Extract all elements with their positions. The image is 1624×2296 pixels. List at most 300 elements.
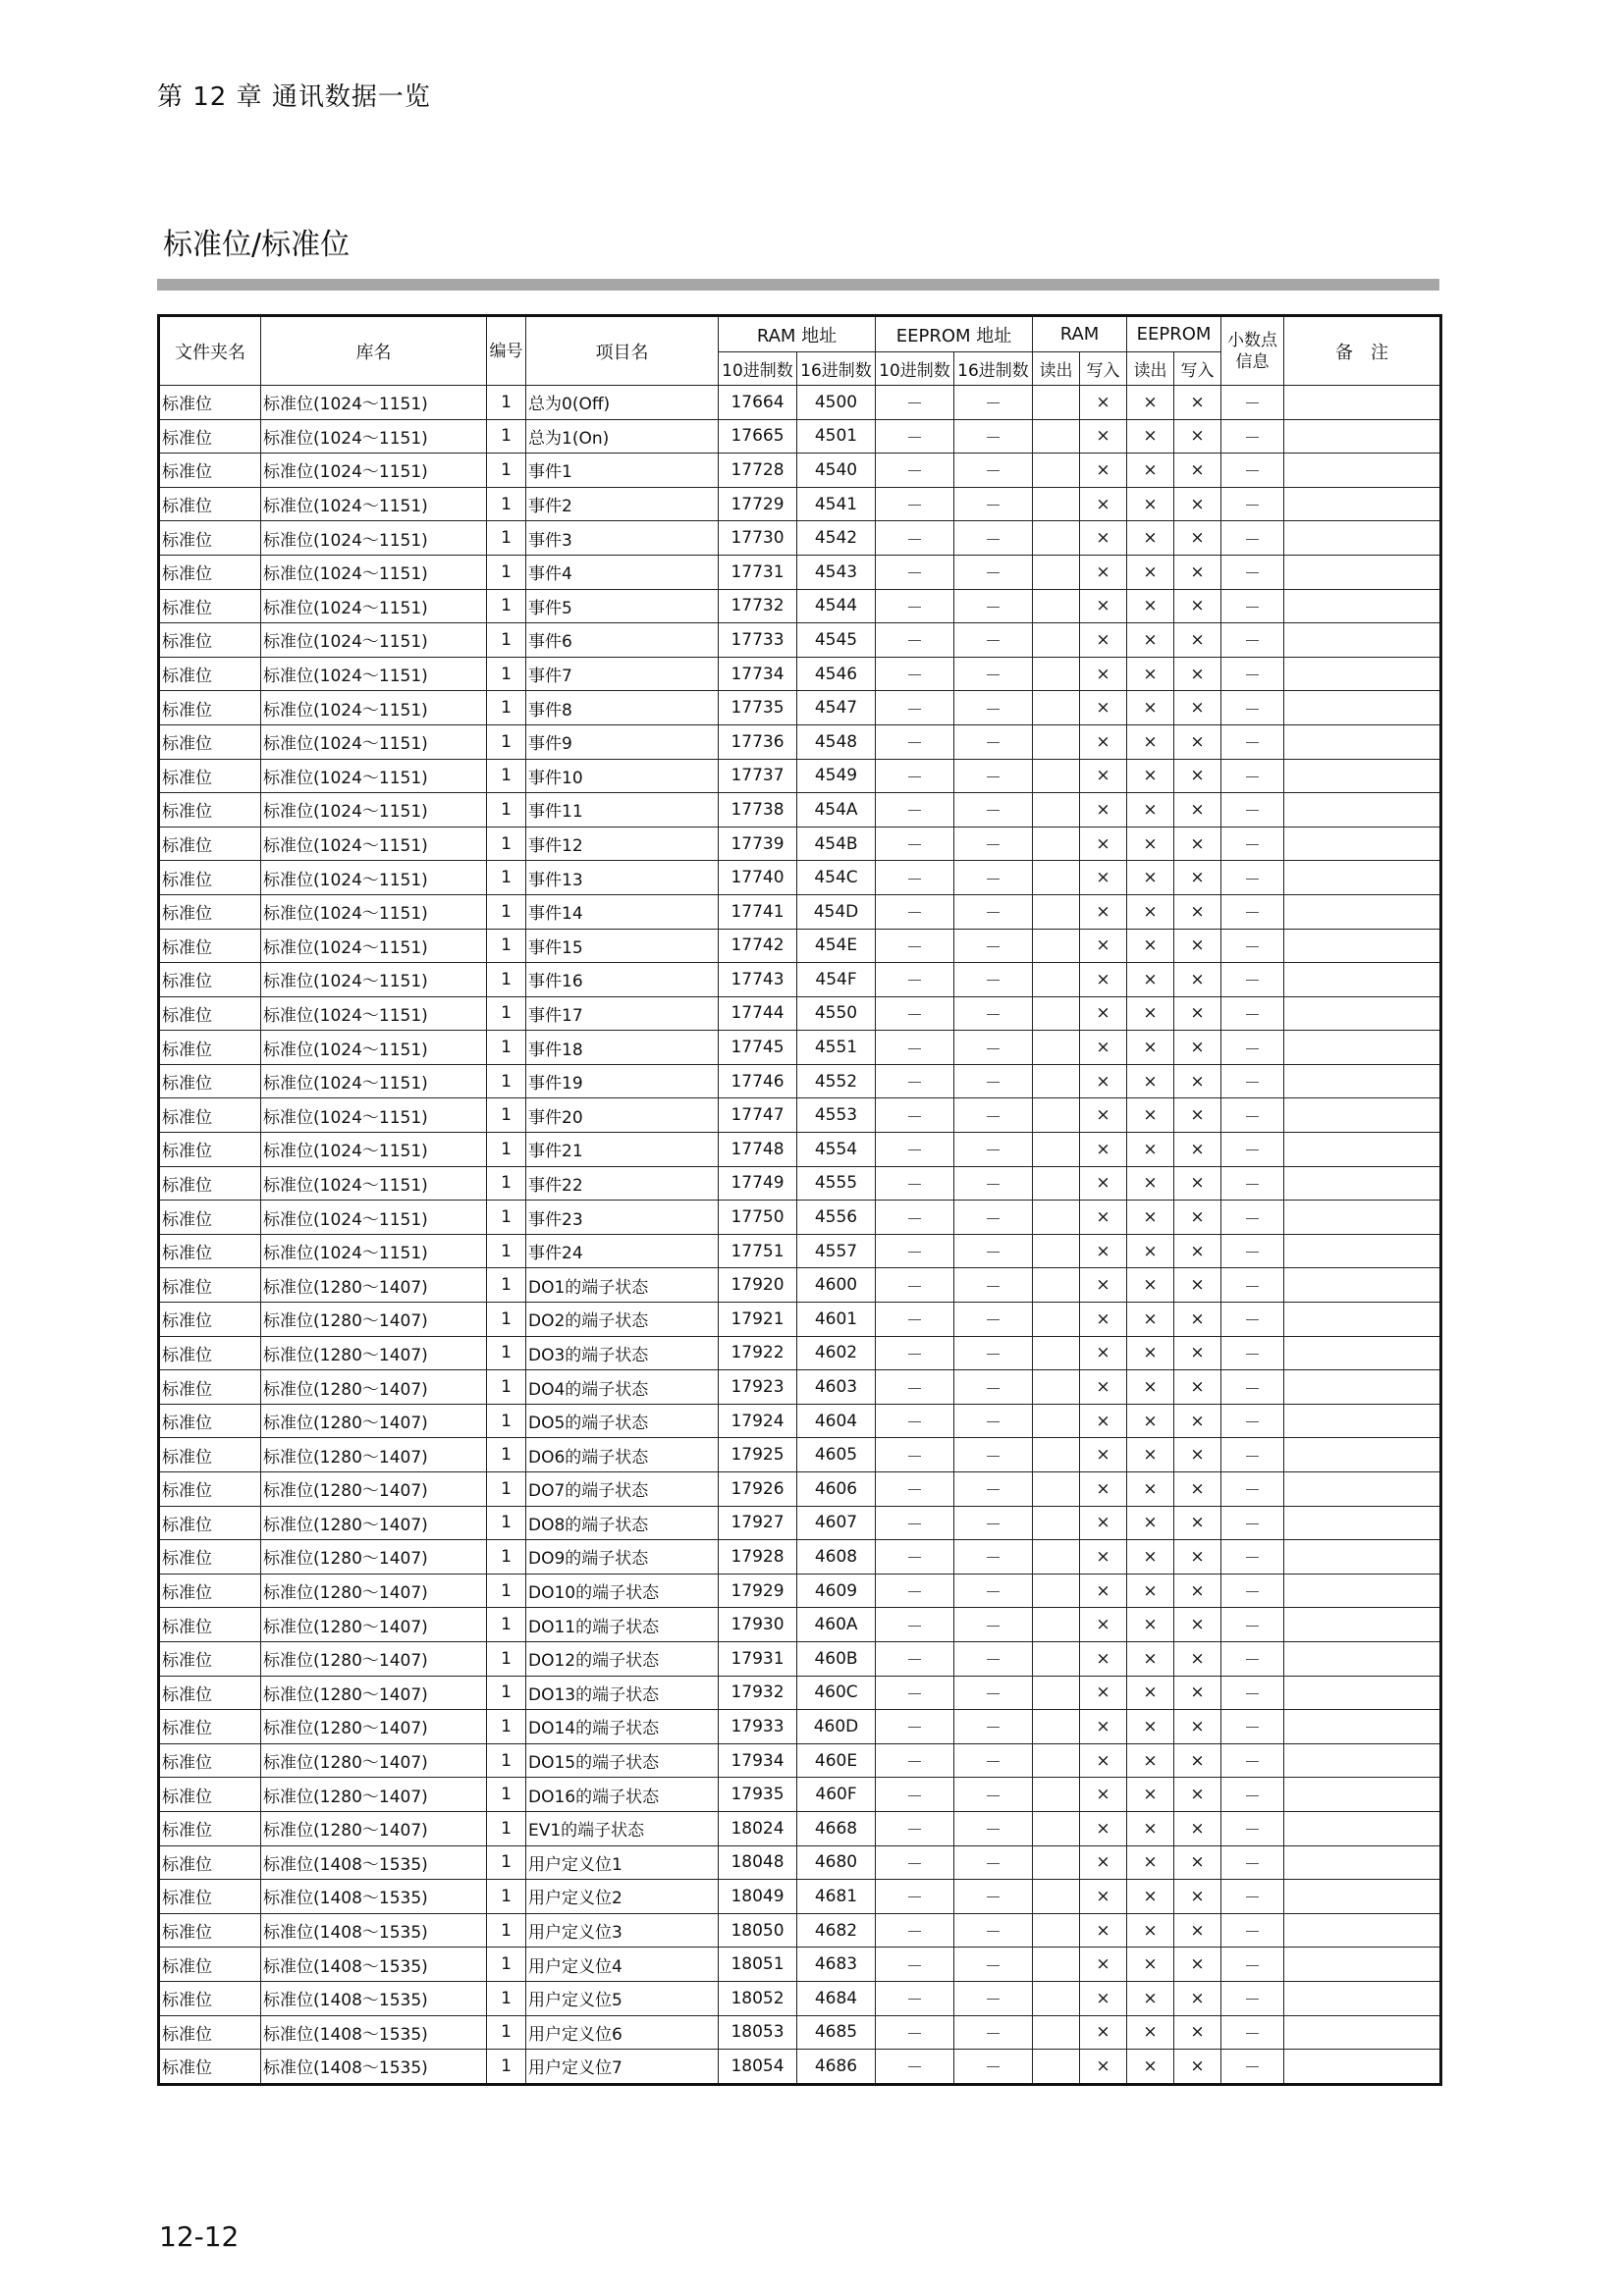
folder-cell: 标准位 xyxy=(159,963,261,997)
table-row xyxy=(159,894,1441,929)
number-cell: 1 xyxy=(487,1608,526,1642)
item-cell: DO3的端子状态 xyxy=(526,1336,719,1370)
item-cell: 事件17 xyxy=(526,996,719,1031)
eeprom-hex-cell: － xyxy=(954,454,1033,488)
eeprom-hex-cell: － xyxy=(954,386,1033,420)
ram-dec-cell: 17935 xyxy=(719,1778,797,1812)
table-row xyxy=(159,793,1441,828)
decimal-info-cell: － xyxy=(1221,1336,1284,1370)
remarks-cell xyxy=(1284,419,1441,454)
item-cell: 事件1 xyxy=(526,454,719,488)
eeprom-read-cell: × xyxy=(1127,1913,1174,1948)
folder-cell: 标准位 xyxy=(159,1540,261,1575)
remarks-cell xyxy=(1284,1438,1441,1472)
ram-read-cell xyxy=(1033,1540,1080,1575)
eeprom-write-cell: × xyxy=(1174,759,1221,793)
decimal-info-cell: － xyxy=(1221,1845,1284,1880)
eeprom-hex-cell: － xyxy=(954,1540,1033,1575)
remarks-cell xyxy=(1284,1234,1441,1268)
eeprom-hex-cell: － xyxy=(954,2050,1033,2085)
ram-hex-cell: 4543 xyxy=(797,555,876,589)
eeprom-hex-cell: － xyxy=(954,657,1033,691)
library-cell: 标准位(1024～1151) xyxy=(261,861,487,895)
ram-read-cell xyxy=(1033,454,1080,488)
header-eeprom: EEPROM xyxy=(1127,316,1221,352)
folder-cell: 标准位 xyxy=(159,2050,261,2085)
number-cell: 1 xyxy=(487,1778,526,1812)
table-row xyxy=(159,623,1441,658)
eeprom-dec-cell: － xyxy=(876,1948,954,1982)
ram-hex-cell: 454F xyxy=(797,963,876,997)
remarks-cell xyxy=(1284,657,1441,691)
decimal-info-cell: － xyxy=(1221,1506,1284,1540)
eeprom-dec-cell: － xyxy=(876,555,954,589)
remarks-cell xyxy=(1284,454,1441,488)
eeprom-hex-cell: － xyxy=(954,1710,1033,1744)
decimal-info-cell: － xyxy=(1221,1676,1284,1710)
decimal-info-cell: － xyxy=(1221,386,1284,420)
eeprom-read-cell: × xyxy=(1127,1845,1174,1880)
eeprom-write-cell: × xyxy=(1174,1268,1221,1303)
ram-read-cell xyxy=(1033,759,1080,793)
number-cell: 1 xyxy=(487,1981,526,2015)
ram-dec-cell: 17921 xyxy=(719,1303,797,1337)
ram-dec-cell: 17734 xyxy=(719,657,797,691)
eeprom-read-cell: × xyxy=(1127,2050,1174,2085)
eeprom-read-cell: × xyxy=(1127,521,1174,556)
eeprom-dec-cell: － xyxy=(876,1201,954,1235)
item-cell: 事件7 xyxy=(526,657,719,691)
ram-read-cell xyxy=(1033,657,1080,691)
item-cell: 事件5 xyxy=(526,589,719,623)
eeprom-read-cell: × xyxy=(1127,419,1174,454)
library-cell: 标准位(1024～1151) xyxy=(261,1031,487,1065)
eeprom-write-cell: × xyxy=(1174,1506,1221,1540)
folder-cell: 标准位 xyxy=(159,827,261,861)
remarks-cell xyxy=(1284,1641,1441,1676)
eeprom-read-cell: × xyxy=(1127,2015,1174,2050)
table-row xyxy=(159,1098,1441,1133)
item-cell: 用户定义位6 xyxy=(526,2015,719,2050)
table-row xyxy=(159,1845,1441,1880)
eeprom-read-cell: × xyxy=(1127,1948,1174,1982)
number-cell: 1 xyxy=(487,487,526,521)
ram-hex-cell: 4609 xyxy=(797,1574,876,1608)
table-row xyxy=(159,861,1441,895)
ram-write-cell: × xyxy=(1080,1234,1127,1268)
decimal-info-cell: － xyxy=(1221,589,1284,623)
table-row xyxy=(159,1404,1441,1438)
table-row xyxy=(159,2015,1441,2050)
folder-cell: 标准位 xyxy=(159,1743,261,1778)
item-cell: 事件13 xyxy=(526,861,719,895)
table-row xyxy=(159,996,1441,1031)
library-cell: 标准位(1280～1407) xyxy=(261,1811,487,1845)
decimal-info-cell: － xyxy=(1221,1201,1284,1235)
ram-hex-cell: 4545 xyxy=(797,623,876,658)
ram-dec-cell: 17920 xyxy=(719,1268,797,1303)
number-cell: 1 xyxy=(487,691,526,725)
decimal-info-cell: － xyxy=(1221,929,1284,963)
ram-dec-cell: 17743 xyxy=(719,963,797,997)
eeprom-hex-cell: － xyxy=(954,1811,1033,1845)
eeprom-dec-cell: － xyxy=(876,1880,954,1914)
page-number: 12-12 xyxy=(159,2220,240,2253)
eeprom-write-cell: × xyxy=(1174,1845,1221,1880)
table-row xyxy=(159,1506,1441,1540)
eeprom-read-cell: × xyxy=(1127,724,1174,759)
eeprom-read-cell: × xyxy=(1127,1166,1174,1201)
decimal-info-cell: － xyxy=(1221,1608,1284,1642)
eeprom-write-cell: × xyxy=(1174,929,1221,963)
folder-cell: 标准位 xyxy=(159,1981,261,2015)
decimal-info-cell: － xyxy=(1221,1404,1284,1438)
ram-write-cell: × xyxy=(1080,691,1127,725)
eeprom-dec-cell: － xyxy=(876,1641,954,1676)
item-cell: DO16的端子状态 xyxy=(526,1778,719,1812)
eeprom-write-cell: × xyxy=(1174,1913,1221,1948)
eeprom-read-cell: × xyxy=(1127,1133,1174,1167)
eeprom-write-cell: × xyxy=(1174,827,1221,861)
eeprom-read-cell: × xyxy=(1127,1438,1174,1472)
ram-hex-cell: 4600 xyxy=(797,1268,876,1303)
eeprom-write-cell: × xyxy=(1174,454,1221,488)
ram-hex-cell: 4668 xyxy=(797,1811,876,1845)
number-cell: 1 xyxy=(487,1268,526,1303)
decimal-info-cell: － xyxy=(1221,487,1284,521)
ram-dec-cell: 17749 xyxy=(719,1166,797,1201)
eeprom-dec-cell: － xyxy=(876,623,954,658)
ram-write-cell: × xyxy=(1080,589,1127,623)
eeprom-read-cell: × xyxy=(1127,1064,1174,1098)
eeprom-hex-cell: － xyxy=(954,1981,1033,2015)
library-cell: 标准位(1280～1407) xyxy=(261,1268,487,1303)
library-cell: 标准位(1408～1535) xyxy=(261,1880,487,1914)
table-row xyxy=(159,419,1441,454)
ram-dec-cell: 17923 xyxy=(719,1370,797,1405)
table-row xyxy=(159,1811,1441,1845)
decimal-info-cell: － xyxy=(1221,861,1284,895)
ram-read-cell xyxy=(1033,1845,1080,1880)
decimal-info-cell: － xyxy=(1221,1710,1284,1744)
library-cell: 标准位(1280～1407) xyxy=(261,1336,487,1370)
eeprom-dec-cell: － xyxy=(876,1811,954,1845)
decimal-info-cell: － xyxy=(1221,1166,1284,1201)
decimal-info-cell: － xyxy=(1221,1098,1284,1133)
table-row xyxy=(159,521,1441,556)
eeprom-hex-cell: － xyxy=(954,1404,1033,1438)
decimal-info-cell: － xyxy=(1221,1303,1284,1337)
decimal-info-cell: － xyxy=(1221,419,1284,454)
item-cell: 事件3 xyxy=(526,521,719,556)
eeprom-dec-cell: － xyxy=(876,1234,954,1268)
library-cell: 标准位(1024～1151) xyxy=(261,521,487,556)
section-divider xyxy=(157,279,1439,291)
number-cell: 1 xyxy=(487,1743,526,1778)
ram-hex-cell: 4605 xyxy=(797,1438,876,1472)
header-number: 编号 xyxy=(487,316,526,386)
ram-read-cell xyxy=(1033,894,1080,929)
library-cell: 标准位(1024～1151) xyxy=(261,623,487,658)
decimal-info-cell: － xyxy=(1221,2050,1284,2085)
folder-cell: 标准位 xyxy=(159,1133,261,1167)
eeprom-write-cell: × xyxy=(1174,589,1221,623)
eeprom-write-cell: × xyxy=(1174,1641,1221,1676)
ram-dec-cell: 17932 xyxy=(719,1676,797,1710)
ram-read-cell xyxy=(1033,1506,1080,1540)
decimal-info-cell: － xyxy=(1221,1133,1284,1167)
table-row xyxy=(159,963,1441,997)
ram-dec-cell: 17745 xyxy=(719,1031,797,1065)
remarks-cell xyxy=(1284,1608,1441,1642)
ram-read-cell xyxy=(1033,861,1080,895)
ram-dec-cell: 18052 xyxy=(719,1981,797,2015)
folder-cell: 标准位 xyxy=(159,1641,261,1676)
decimal-info-cell: － xyxy=(1221,1370,1284,1405)
table-row xyxy=(159,386,1441,420)
eeprom-dec-cell: － xyxy=(876,929,954,963)
eeprom-dec-cell: － xyxy=(876,894,954,929)
decimal-info-cell: － xyxy=(1221,1948,1284,1982)
item-cell: 事件11 xyxy=(526,793,719,828)
eeprom-read-cell: × xyxy=(1127,861,1174,895)
library-cell: 标准位(1024～1151) xyxy=(261,691,487,725)
number-cell: 1 xyxy=(487,2015,526,2050)
item-cell: 事件20 xyxy=(526,1098,719,1133)
eeprom-read-cell: × xyxy=(1127,1098,1174,1133)
ram-read-cell xyxy=(1033,1743,1080,1778)
item-cell: 事件23 xyxy=(526,1201,719,1235)
number-cell: 1 xyxy=(487,555,526,589)
ram-dec-cell: 17933 xyxy=(719,1710,797,1744)
item-cell: 事件8 xyxy=(526,691,719,725)
library-cell: 标准位(1280～1407) xyxy=(261,1778,487,1812)
ram-hex-cell: 4680 xyxy=(797,1845,876,1880)
remarks-cell xyxy=(1284,1574,1441,1608)
eeprom-write-cell: × xyxy=(1174,1574,1221,1608)
ram-write-cell: × xyxy=(1080,1641,1127,1676)
ram-dec-cell: 17737 xyxy=(719,759,797,793)
library-cell: 标准位(1280～1407) xyxy=(261,1574,487,1608)
folder-cell: 标准位 xyxy=(159,1303,261,1337)
eeprom-dec-cell: － xyxy=(876,1574,954,1608)
ram-hex-cell: 4556 xyxy=(797,1201,876,1235)
eeprom-write-cell: × xyxy=(1174,1540,1221,1575)
ram-read-cell xyxy=(1033,1404,1080,1438)
eeprom-hex-cell: － xyxy=(954,1608,1033,1642)
eeprom-write-cell: × xyxy=(1174,1778,1221,1812)
library-cell: 标准位(1024～1151) xyxy=(261,555,487,589)
eeprom-write-cell: × xyxy=(1174,691,1221,725)
remarks-cell xyxy=(1284,827,1441,861)
ram-write-cell: × xyxy=(1080,1370,1127,1405)
item-cell: 总为1(On) xyxy=(526,419,719,454)
item-cell: DO9的端子状态 xyxy=(526,1540,719,1575)
ram-write-cell: × xyxy=(1080,1472,1127,1507)
ram-hex-cell: 4557 xyxy=(797,1234,876,1268)
header-ram-write: 写入 xyxy=(1080,352,1127,386)
eeprom-dec-cell: － xyxy=(876,1064,954,1098)
remarks-cell xyxy=(1284,691,1441,725)
eeprom-read-cell: × xyxy=(1127,1608,1174,1642)
library-cell: 标准位(1024～1151) xyxy=(261,827,487,861)
folder-cell: 标准位 xyxy=(159,759,261,793)
decimal-info-cell: － xyxy=(1221,521,1284,556)
folder-cell: 标准位 xyxy=(159,1031,261,1065)
ram-hex-cell: 454A xyxy=(797,793,876,828)
ram-write-cell: × xyxy=(1080,759,1127,793)
item-cell: 事件2 xyxy=(526,487,719,521)
ram-read-cell xyxy=(1033,1166,1080,1201)
remarks-cell xyxy=(1284,2015,1441,2050)
eeprom-hex-cell: － xyxy=(954,1472,1033,1507)
number-cell: 1 xyxy=(487,724,526,759)
number-cell: 1 xyxy=(487,623,526,658)
header-ram-read: 读出 xyxy=(1033,352,1080,386)
eeprom-dec-cell: － xyxy=(876,1710,954,1744)
ram-read-cell xyxy=(1033,1472,1080,1507)
eeprom-write-cell: × xyxy=(1174,1743,1221,1778)
library-cell: 标准位(1408～1535) xyxy=(261,1913,487,1948)
ram-read-cell xyxy=(1033,623,1080,658)
number-cell: 1 xyxy=(487,1303,526,1337)
eeprom-dec-cell: － xyxy=(876,1370,954,1405)
remarks-cell xyxy=(1284,1676,1441,1710)
eeprom-read-cell: × xyxy=(1127,929,1174,963)
library-cell: 标准位(1280～1407) xyxy=(261,1710,487,1744)
ram-write-cell: × xyxy=(1080,1031,1127,1065)
eeprom-write-cell: × xyxy=(1174,963,1221,997)
item-cell: DO14的端子状态 xyxy=(526,1710,719,1744)
number-cell: 1 xyxy=(487,1506,526,1540)
number-cell: 1 xyxy=(487,1811,526,1845)
library-cell: 标准位(1024～1151) xyxy=(261,1098,487,1133)
eeprom-hex-cell: － xyxy=(954,724,1033,759)
eeprom-write-cell: × xyxy=(1174,657,1221,691)
table-row xyxy=(159,1268,1441,1303)
number-cell: 1 xyxy=(487,589,526,623)
eeprom-hex-cell: － xyxy=(954,487,1033,521)
library-cell: 标准位(1280～1407) xyxy=(261,1303,487,1337)
remarks-cell xyxy=(1284,793,1441,828)
folder-cell: 标准位 xyxy=(159,996,261,1031)
item-cell: 用户定义位4 xyxy=(526,1948,719,1982)
number-cell: 1 xyxy=(487,1404,526,1438)
ram-dec-cell: 17925 xyxy=(719,1438,797,1472)
remarks-cell xyxy=(1284,386,1441,420)
eeprom-read-cell: × xyxy=(1127,1880,1174,1914)
eeprom-write-cell: × xyxy=(1174,521,1221,556)
eeprom-hex-cell: － xyxy=(954,1778,1033,1812)
number-cell: 1 xyxy=(487,1336,526,1370)
remarks-cell xyxy=(1284,929,1441,963)
folder-cell: 标准位 xyxy=(159,1064,261,1098)
ram-hex-cell: 454D xyxy=(797,894,876,929)
ram-dec-cell: 17733 xyxy=(719,623,797,658)
eeprom-read-cell: × xyxy=(1127,1574,1174,1608)
library-cell: 标准位(1024～1151) xyxy=(261,589,487,623)
ram-dec-cell: 17741 xyxy=(719,894,797,929)
header-ram-hex: 16进制数 xyxy=(797,352,876,386)
ram-write-cell: × xyxy=(1080,1880,1127,1914)
eeprom-write-cell: × xyxy=(1174,1404,1221,1438)
ram-dec-cell: 17664 xyxy=(719,386,797,420)
ram-dec-cell: 17927 xyxy=(719,1506,797,1540)
remarks-cell xyxy=(1284,1981,1441,2015)
remarks-cell xyxy=(1284,1404,1441,1438)
decimal-info-cell: － xyxy=(1221,1641,1284,1676)
ram-hex-cell: 4604 xyxy=(797,1404,876,1438)
ram-hex-cell: 4553 xyxy=(797,1098,876,1133)
number-cell: 1 xyxy=(487,1438,526,1472)
ram-write-cell: × xyxy=(1080,1913,1127,1948)
item-cell: DO2的端子状态 xyxy=(526,1303,719,1337)
eeprom-hex-cell: － xyxy=(954,963,1033,997)
eeprom-hex-cell: － xyxy=(954,1880,1033,1914)
remarks-cell xyxy=(1284,1098,1441,1133)
header-eeprom-write: 写入 xyxy=(1174,352,1221,386)
ram-read-cell xyxy=(1033,1574,1080,1608)
ram-dec-cell: 17922 xyxy=(719,1336,797,1370)
folder-cell: 标准位 xyxy=(159,1336,261,1370)
remarks-cell xyxy=(1284,1913,1441,1948)
ram-write-cell: × xyxy=(1080,1540,1127,1575)
decimal-info-cell: － xyxy=(1221,2015,1284,2050)
ram-read-cell xyxy=(1033,1608,1080,1642)
ram-write-cell: × xyxy=(1080,1098,1127,1133)
decimal-info-cell: － xyxy=(1221,996,1284,1031)
table-row xyxy=(159,1234,1441,1268)
eeprom-dec-cell: － xyxy=(876,827,954,861)
item-cell: 事件18 xyxy=(526,1031,719,1065)
decimal-info-cell: － xyxy=(1221,1472,1284,1507)
eeprom-dec-cell: － xyxy=(876,487,954,521)
table-row xyxy=(159,759,1441,793)
item-cell: 事件6 xyxy=(526,623,719,658)
ram-hex-cell: 4551 xyxy=(797,1031,876,1065)
library-cell: 标准位(1024～1151) xyxy=(261,386,487,420)
folder-cell: 标准位 xyxy=(159,1370,261,1405)
eeprom-dec-cell: － xyxy=(876,1506,954,1540)
decimal-info-cell: － xyxy=(1221,1268,1284,1303)
library-cell: 标准位(1024～1151) xyxy=(261,1064,487,1098)
decimal-info-cell: － xyxy=(1221,963,1284,997)
number-cell: 1 xyxy=(487,1845,526,1880)
eeprom-write-cell: × xyxy=(1174,419,1221,454)
remarks-cell xyxy=(1284,1948,1441,1982)
ram-dec-cell: 17736 xyxy=(719,724,797,759)
eeprom-dec-cell: － xyxy=(876,589,954,623)
number-cell: 1 xyxy=(487,1574,526,1608)
eeprom-hex-cell: － xyxy=(954,1845,1033,1880)
ram-read-cell xyxy=(1033,691,1080,725)
ram-read-cell xyxy=(1033,996,1080,1031)
remarks-cell xyxy=(1284,861,1441,895)
ram-write-cell: × xyxy=(1080,996,1127,1031)
eeprom-read-cell: × xyxy=(1127,1404,1174,1438)
ram-hex-cell: 4684 xyxy=(797,1981,876,2015)
table-row xyxy=(159,1166,1441,1201)
folder-cell: 标准位 xyxy=(159,1608,261,1642)
remarks-cell xyxy=(1284,1370,1441,1405)
eeprom-write-cell: × xyxy=(1174,1166,1221,1201)
item-cell: DO1的端子状态 xyxy=(526,1268,719,1303)
header-folder: 文件夹名 xyxy=(159,316,261,386)
eeprom-dec-cell: － xyxy=(876,1404,954,1438)
eeprom-write-cell: × xyxy=(1174,1234,1221,1268)
ram-read-cell xyxy=(1033,1778,1080,1812)
table-row xyxy=(159,657,1441,691)
